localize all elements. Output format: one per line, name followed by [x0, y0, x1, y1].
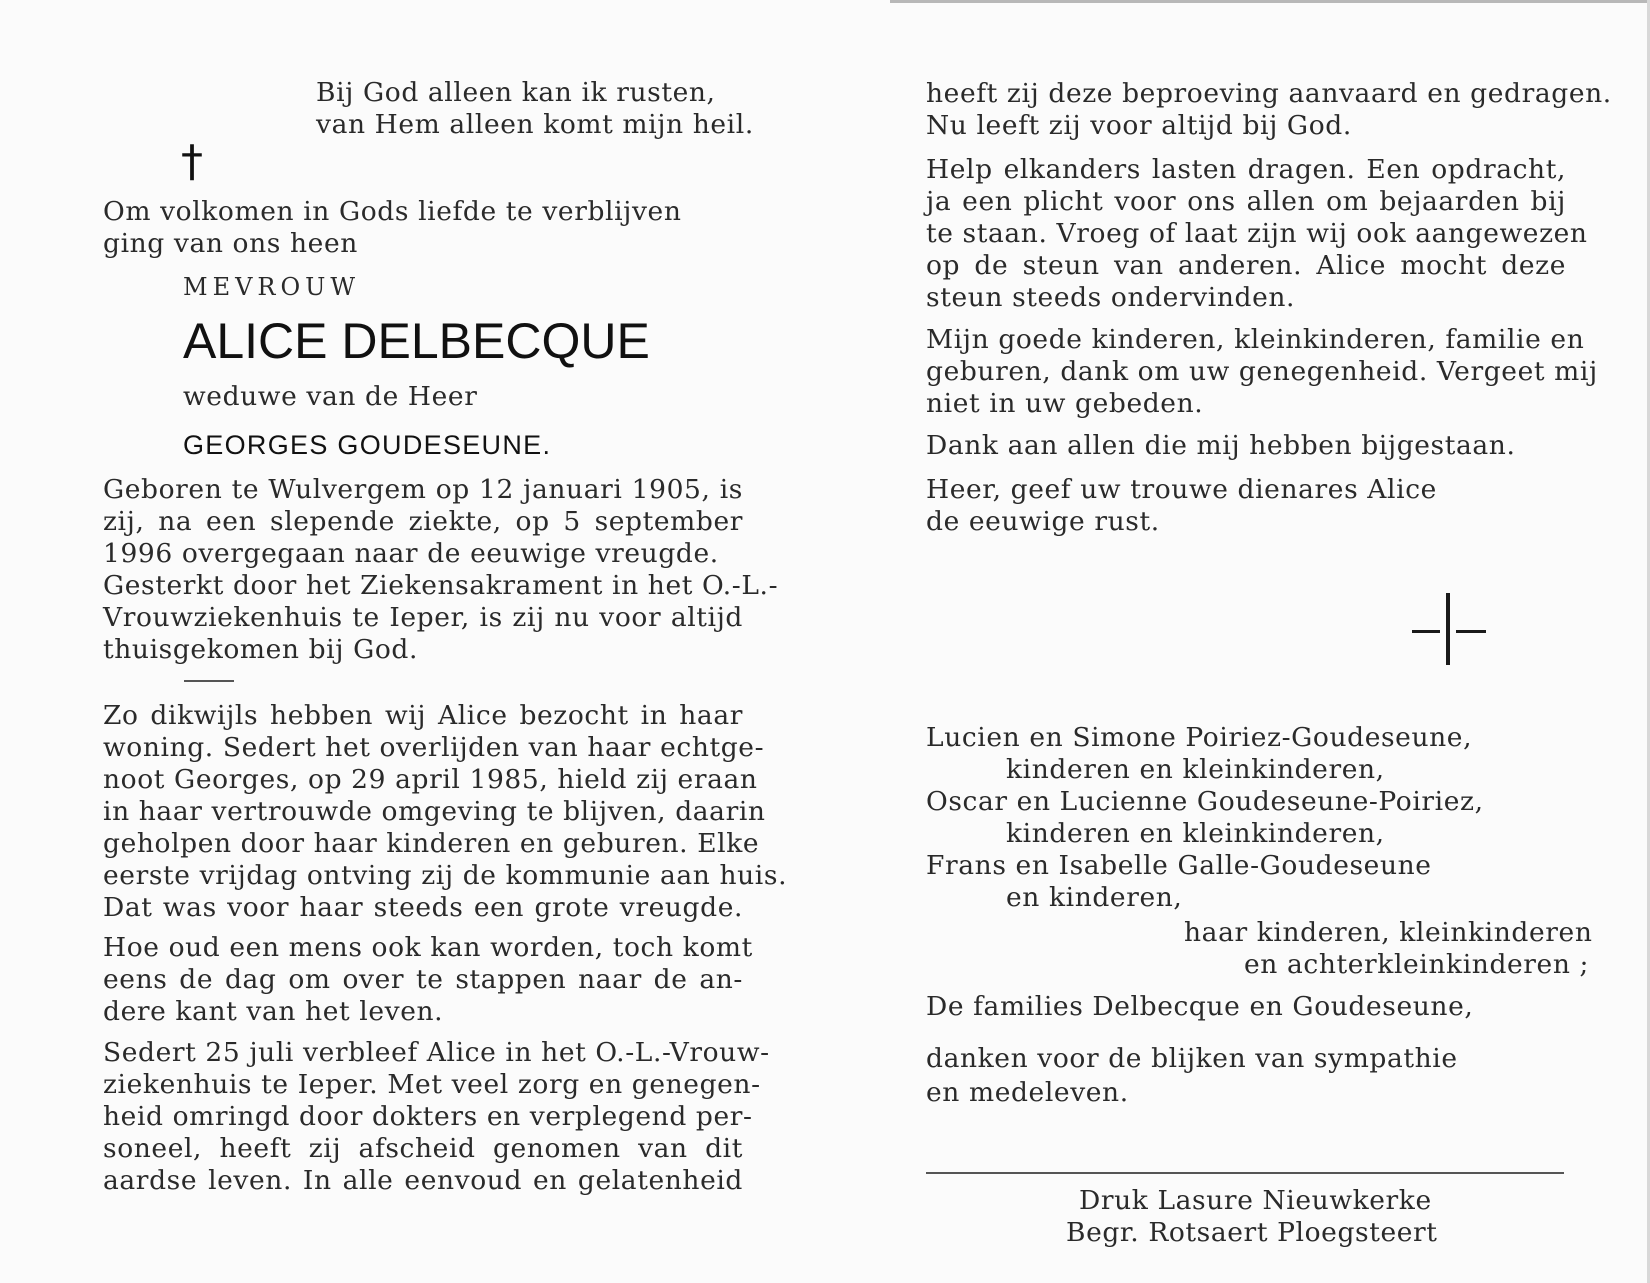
para-line: ja een plicht voor ons allen om bejaarden bij [926, 186, 1566, 217]
para-line: Heer, geef uw trouwe dienares Alice [926, 474, 1437, 505]
motto-line-2: van Hem alleen komt mijn heil. [316, 109, 754, 140]
cross-icon [1412, 593, 1486, 665]
family-line: Lucien en Simone Poiriez-Goudeseune, [926, 722, 1473, 753]
thanks-line: danken voor de blijken van sympathie [926, 1043, 1458, 1074]
left-page [103, 0, 788, 1283]
family-line: Oscar en Lucienne Goudeseune-Poiriez, [926, 786, 1484, 817]
para-line: Dat was voor haar steeds een grote vreugde. [103, 892, 743, 923]
para-line: aardse leven. In alle eenvoud en gelatenheid [103, 1165, 743, 1196]
title-mevrouw: MEVROUW [183, 273, 361, 301]
motto-line-1: Bij God alleen kan ik rusten, [316, 77, 716, 108]
para-line: Sedert 25 juli verbleef Alice in het O.-L.-Vrouw- [103, 1037, 770, 1068]
family-line: kinderen en kleinkinderen, [1006, 818, 1385, 849]
bio-line: zij, na een slepende ziekte, op 5 september [103, 506, 743, 537]
para-line: ziekenhuis te Ieper. Met veel zorg en genegen- [103, 1069, 761, 1100]
intro-line-2: ging van ons heen [103, 228, 358, 259]
para-line: eerste vrijdag ontving zij de kommunie aan huis. [103, 860, 788, 891]
para-line: heid omringd door dokters en verplegend per- [103, 1101, 753, 1132]
thanks-line: en medeleven. [926, 1077, 1129, 1108]
family-line: en kinderen, [1006, 882, 1183, 913]
para-line: noot Georges, op 29 april 1985, hield zij eraan [103, 764, 758, 795]
intro-line-1: Om volkomen in Gods liefde te verblijven [103, 196, 682, 227]
deceased-name: ALICE DELBECQUE [183, 313, 650, 369]
section-divider [184, 680, 234, 682]
printer-line: Druk Lasure Nieuwkerke [1079, 1185, 1432, 1216]
para-line: Hoe oud een mens ook kan worden, toch komt [103, 932, 753, 963]
bio-line: 1996 overgegaan naar de eeuwige vreugde. [103, 538, 719, 569]
para-line: Nu leeft zij voor altijd bij God. [926, 110, 1352, 141]
husband-name: GEORGES GOUDESEUNE. [183, 430, 552, 460]
bio-line: Vrouwziekenhuis te Ieper, is zij nu voor altijd [103, 602, 743, 633]
family-line: haar kinderen, kleinkinderen [1184, 917, 1593, 948]
family-line: kinderen en kleinkinderen, [1006, 754, 1385, 785]
para-line: Mijn goede kinderen, kleinkinderen, familie en [926, 324, 1585, 355]
para-line: geburen, dank om uw genegenheid. Vergeet mij [926, 356, 1598, 387]
para-line: eens de dag om over te stappen naar de an- [103, 964, 743, 995]
widow-of: weduwe van de Heer [183, 381, 478, 412]
para-line: soneel, heeft zij afscheid genomen van dit [103, 1133, 743, 1164]
family-line: Frans en Isabelle Galle-Goudeseune [926, 850, 1432, 881]
para-line: op de steun van anderen. Alice mocht deze [926, 250, 1566, 281]
families-line: De families Delbecque en Goudeseune, [926, 991, 1474, 1022]
para-line: in haar vertrouwde omgeving te blijven, daarin [103, 796, 766, 827]
para-line: de eeuwige rust. [926, 506, 1160, 537]
bio-line: Geboren te Wulvergem op 12 januari 1905, is [103, 474, 743, 505]
family-line: en achterkleinkinderen ; [1244, 949, 1590, 980]
bio-line: thuisgekomen bij God. [103, 634, 419, 665]
para-line: Help elkanders lasten dragen. Een opdracht, [926, 154, 1566, 185]
para-line: woning. Sedert het overlijden van haar echtge- [103, 732, 765, 763]
para-line: heeft zij deze beproeving aanvaard en gedragen. [926, 78, 1612, 109]
cross-icon: † [181, 136, 203, 187]
right-page [926, 0, 1612, 1283]
para-line: geholpen door haar kinderen en geburen. Elke [103, 828, 760, 859]
para-line: Zo dikwijls hebben wij Alice bezocht in haar [103, 700, 743, 731]
para-line: dere kant van het leven. [103, 996, 444, 1027]
printer-line: Begr. Rotsaert Ploegsteert [1066, 1217, 1438, 1248]
footer-divider [926, 1172, 1564, 1174]
para-line: niet in uw gebeden. [926, 388, 1204, 419]
para-line: steun steeds ondervinden. [926, 282, 1296, 313]
bio-line: Gesterkt door het Ziekensakrament in het O.-L.- [103, 570, 779, 601]
para-line: Dank aan allen die mij hebben bijgestaan. [926, 430, 1516, 461]
para-line: te staan. Vroeg of laat zijn wij ook aangewezen [926, 218, 1588, 249]
